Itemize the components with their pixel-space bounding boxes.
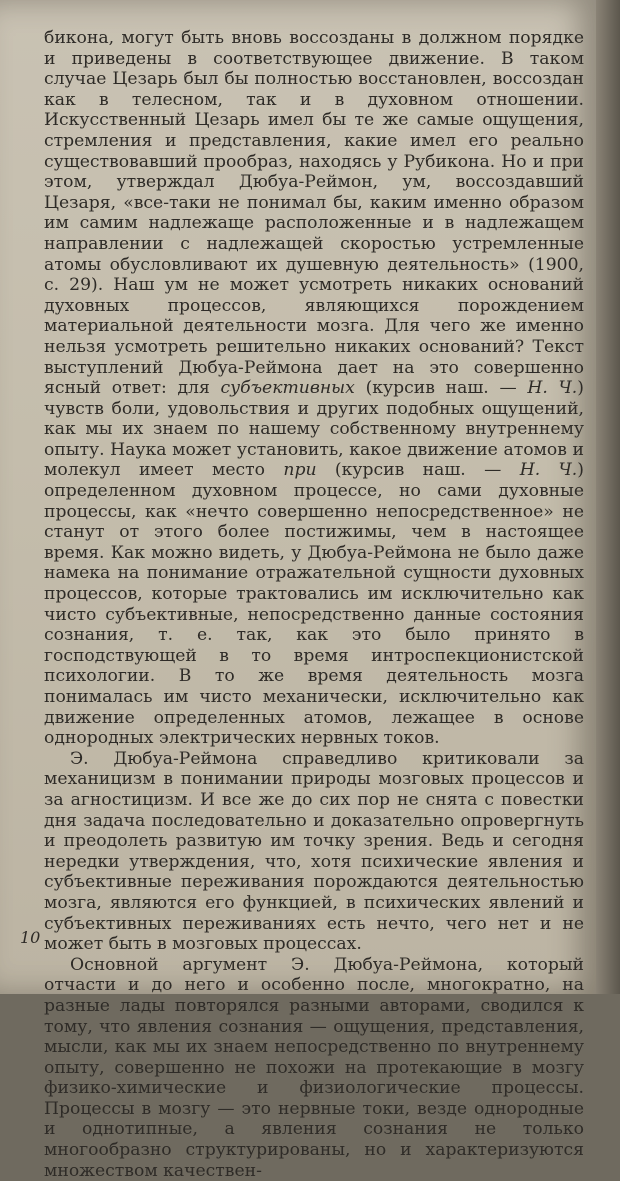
paragraph-1: бикона, могут быть вновь воссозданы в должном порядке и приведены в соответствующее движение. В таком случае Цезарь был бы полностью восстановлен, воссоздан как в телесном, так и в духовном отношении. Искусственный Цезарь имел бы те же самые ощущения, стремления и представления, какие имел его реально существовавший прообраз, находясь у Рубикона. Но и при этом, утверждал Дюбуа-Реймон, ум, воссоздавший Цезаря, «все-таки не понимал бы, каким именно образом им самим надлежаще расположенные и в надлежащем направлении с надлежащей скоростью устремленные атомы обусловливают их душевную деятельность» (1900, с. 29). Наш ум не может усмотреть никаких оснований духовных процессов, являющихся порождением материальной деятельности мозга. Для чего же именно нельзя усмотреть решительно никаких оснований? Текст выступлений Дюбуа-Реймона дает на это совершенно ясный ответ: для субъективных (курсив наш. — Н. Ч.) чувств боли, удовольствия и других подобных ощущений, как мы их знаем по нашему собственному внутреннему опыту. Наука может установить, какое движение атомов и молекул имеет место при (курсив наш. — Н. Ч.) определенном духовном процессе, но сами духовные процессы, как «нечто совершенно непосредственное» не станут от этого более постижимы, чем в настоящее время. Как можно видеть, у Дюбуа-Реймона не было даже намека на понимание отражательной сущности духовных процессов, которые трактовались им исключительно как чисто субъективные, непосредственно данные состояния сознания, т. е. так, как это было принято в господствующей в то время интроспекционистской психологии. В то же время деятельность мозга понималась им чисто механически, исключительно как движение определенных атомов, лежащее в основе однородных электрических нервных токов. [44, 28, 584, 749]
italic-run: при [283, 460, 317, 481]
italic-run: Н. Ч. [527, 378, 578, 399]
page-text [44, 28, 584, 1181]
page-number: 10 [20, 928, 41, 947]
italic-run: субъективных [220, 378, 355, 399]
italic-run: Н. Ч. [519, 460, 578, 481]
paragraph-2: Э. Дюбуа-Реймона справедливо критиковали за механицизм в понимании природы мозговых процессов и за агностицизм. И все же до сих пор не снята с повестки дня задача последовательно и доказательно опровергнуть и преодолеть развитую им точку зрения. Ведь и сегодня нередки утверждения, что, хотя психические явления и субъективные переживания порождаются деятельностью мозга, являются его функцией, в психических явлений и субъективных переживаниях есть нечто, чего нет и не может быть в мозговых процессах. [44, 748, 584, 955]
book-edge [596, 0, 620, 994]
paragraph-3: Основной аргумент Э. Дюбуа-Реймона, который отчасти и до него и особенно после, многократно, на разные лады повторялся разными авторами, сводился к тому, что явления сознания — ощущения, представления, мысли, как мы их знаем непосредственно по внутреннему опыту, совершенно не похожи на протекающие в мозгу физико-химические и физиологические процессы. Процессы в мозгу — это нервные токи, везде однородные и однотипные, а явления сознания не только многообразно структурированы, но и характеризуются множеством качествен- [44, 954, 584, 1181]
